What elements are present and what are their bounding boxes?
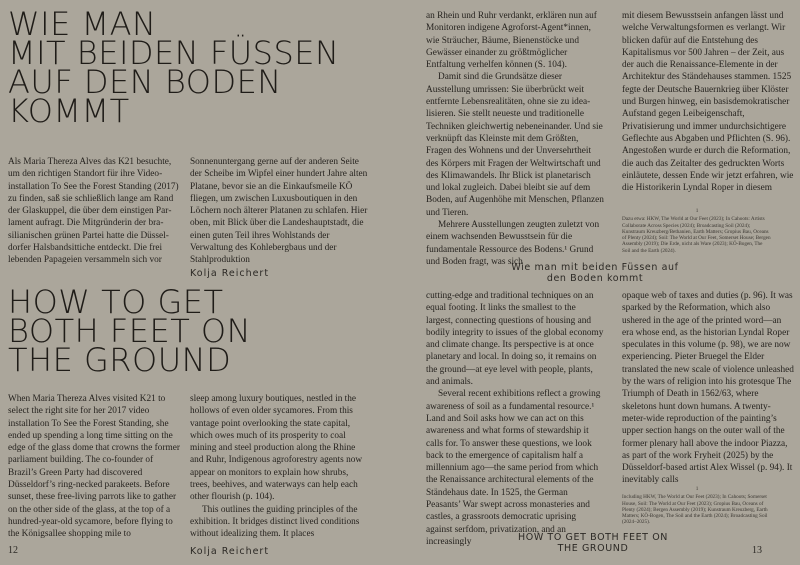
german-paragraph: Sonnenuntergang gerne auf der anderen Seite der Scheibe im Wipfel einer hundert Jahre alten Platane, bevor sie an die Einkaufsmeile KÖ fliegen, um zwischen Luxusboutiquen in den Löchern noch älterer Platanen zu schlafen. Hier oben, mit Blick über die Landeshauptstadt, die einen guten Teil ihres Wohlstands der Verwaltung des Kohlebergbaus und der Stahlproduktion: [190, 157, 368, 266]
german-paragraph: Als Maria Thereza Alves das K21 besuchte, um den richtigen Standort für ihre Videoinstallation To See the Forest Standing (2017) zu finden, saß sie schließlich lange am Rand der Glaskuppel, die über dem einstigen Parlament aufragt. Die Mitgründerin der brasilianischen grünen Partei hatte die Düsseldorfer Halsbandsittiche entdeckt. Die frei lebenden Papageien versammeln sich vor: [8, 157, 179, 266]
footnote-marker: 1: [695, 208, 699, 214]
english-footnote: [622, 486, 772, 526]
german-title-line: KOMMT: [8, 92, 130, 130]
english-title-line: HOW TO GET: [8, 283, 224, 321]
german-title: [8, 5, 388, 130]
english-column-2: [190, 393, 368, 541]
english-paragraph: opaque web of taxes and duties (p. 96). It was sparked by the Reformation, which also ushered in the age of the printed word—an era whose end, as the historian Lyndal Roper speculates in this volume (p. 98), we are now experiencing. Pieter Bruegel the Elder translated the new scale of violence unleashed by the wars of religion into his grotesque The Triumph of Death in 1562/63, where skeletons hunt down humans. A twenty-meter-wide reproduction of the painting’s upper section hangs on the outer wall of the former plenary hall above the indoor Piazza, as part of the work Fryheit (2025) by the Düsseldorf-based artist Alex Wissel (p. 94). It inevitably calls: [622, 291, 794, 486]
german-title-line: MIT BEIDEN FÜSSEN: [8, 34, 340, 72]
running-foot: HOW TO GET BOTH FEET ON THE GROUND: [518, 532, 668, 554]
german-paragraph: mit diesem Bewusstsein anfangen lässt und welche Verwaltungsformen es verlangt. Wir blicken dafür auf die Entstehung des Kapitalismus vor 500 Jahren – der Zeit, aus der auch die Renaissance-Elemente in der Architektur des Ständehauses stammen. 1525 fegte der Deutsche Bauernkrieg über Klöster und Burgen hinweg, ein basisdemokratischer Aufstand gegen Leibeigenschaft, Privatisierung und immer undurchsichtigere Geflechte aus Abgaben und Pflichten (S. 96). Angestoßen wurde er durch die Reformation, die auch das Zeitalter des gedruckten Worts einläutete, dessen Ende wir jetzt erfahren, wie die Historikerin Lyndal Roper in diesem: [622, 11, 794, 194]
german-title-line: AUF DEN BODEN: [8, 63, 282, 101]
english-title-line: THE GROUND: [8, 341, 232, 379]
footnote-text: Including HKW, The World at Our Feet (2023); In Cahoots; Somerset House, Soil: The World at Our Feet (2023); Gropius Bau, Oceans of Plenty (2024); Bergen Assembly (2019); Kunstraum Kreuzberg, Earth Matters; KÖ-Bogen, The Soil and the Earth (2024); Broadcasting Soil (2024–2025).: [622, 494, 768, 526]
german-column-4: [622, 10, 794, 194]
running-head: Wie man mit beiden Füssen auf den Boden kommt: [511, 262, 679, 284]
footnote-text: Dazu etwa: HKW, The World at Our Feet (2023); In Cahoots: Artists Collaborate Across Species (2024); Broadcasting Soil (2024); Kunstraum Kreuzberg/Bethanien, Earth Matters; Gropius Bau, Oceans of Plenty (2024); Soil: The World at Our Feet, Somerset House; Bergen Assembly (2019); Die Erde, nicht als Ware (2023); KÖ-Bogen, The Soil and the Earth (2024).: [622, 216, 771, 254]
english-column-4: [622, 290, 794, 487]
german-paragraph: Mehrere Ausstellungen zeugten zuletzt von einem wachsenden Bewusstsein für die fundamentale Ressource des Bodens.¹ Grund und Boden fragt, was sich: [426, 220, 600, 267]
footer-author: Kolja Reichert: [190, 546, 270, 557]
english-paragraph: Several recent exhibitions reflect a growing awareness of soil as a fundamental resource.¹ Land and Soil asks how we can act on this awareness and what forms of stewardship it calls for. To answer these questions, we look back to the emergence of capitalism half a millennium ago—the same period from which the Renaissance architectural elements of the Ständehaus date. In 1525, the German Peasants’ War swept across monasteries and castles, a grassroots democratic uprising against serfdom, privatization, and an increasingly: [426, 389, 601, 547]
german-footnote: [622, 208, 772, 254]
german-title-line: WIE MAN: [8, 5, 157, 43]
english-column-1: [8, 393, 184, 541]
english-title-line: BOTH FEET ON: [8, 312, 252, 350]
footnote-marker: 1: [695, 486, 699, 492]
english-column-3: [426, 290, 604, 548]
english-title: [8, 283, 368, 379]
english-paragraph: cutting-edge and traditional techniques on an equal footing. It links the smallest to the largest, connecting questions of housing and bodily integrity to issues of the global economy and climate change. Its perspective is at once planetary and local. In doing so, it remains on the ground—at eye level with people, plants, and animals.: [426, 291, 604, 388]
german-column-3: [426, 10, 604, 268]
page-number-left: 12: [8, 545, 18, 556]
english-paragraph: When Maria Thereza Alves visited K21 to select the right site for her 2017 video installation To See the Forest Standing, she ended up spending a long time sitting on the edge of the glass dome that crowns the former parliament building. The co-founder of Brazil’s Green Party had discovered Düsseldorf’s ring-necked parakeets. Before sunset, these free-living parrots like to gather on the other side of the glass, at the top of a hundred-year-old sycamore, before flying to the Königsallee shopping mile to: [8, 394, 180, 540]
english-paragraph: sleep among luxury boutiques, nestled in the hollows of even older sycamores. From this vantage point overlooking the state capital, which owes much of its prosperity to coal mining and steel production along the Rhine and Ruhr, Indigenous agroforestry agents now appear on monitors to explain how shrubs, trees, beehives, and waterways can help each other flourish (p. 104).: [190, 394, 363, 503]
english-paragraph: This outlines the guiding principles of the exhibition. It bridges distinct lived conditions without idealizing them. It places: [190, 504, 360, 540]
german-column-2: [190, 156, 368, 267]
german-author: Kolja Reichert: [190, 268, 270, 279]
page-number-right: 13: [752, 545, 762, 556]
german-paragraph: Damit sind die Grundsätze dieser Ausstellung umrissen: Sie überbrückt weit entfernte Lebensrealitäten, ohne sie zu idealisieren. Sie stellt neueste und traditionelle Techniken gleichwertig nebeneinander. Und sie verknüpft das Kleinste mit dem Größten, Fragen des Wohnens und der Unversehrtheit des Körpers mit Fragen der Weltwirtschaft und des Klimawandels. Ihr Blick ist planetarisch und lokal zugleich. Dabei bleibt sie auf dem Boden, auf Augenhöhe mit Menschen, Pflanzen und Tieren.: [426, 72, 604, 218]
german-column-1: [8, 156, 184, 267]
german-paragraph: an Rhein und Ruhr verdankt, erklären nun auf Monitoren indigene Agroforst-Agent*innen, wie Sträucher, Bäume, Bienenstöcke und Gewässer einander zu größtmöglicher Entfaltung verhelfen können (S. 104).: [426, 11, 597, 71]
